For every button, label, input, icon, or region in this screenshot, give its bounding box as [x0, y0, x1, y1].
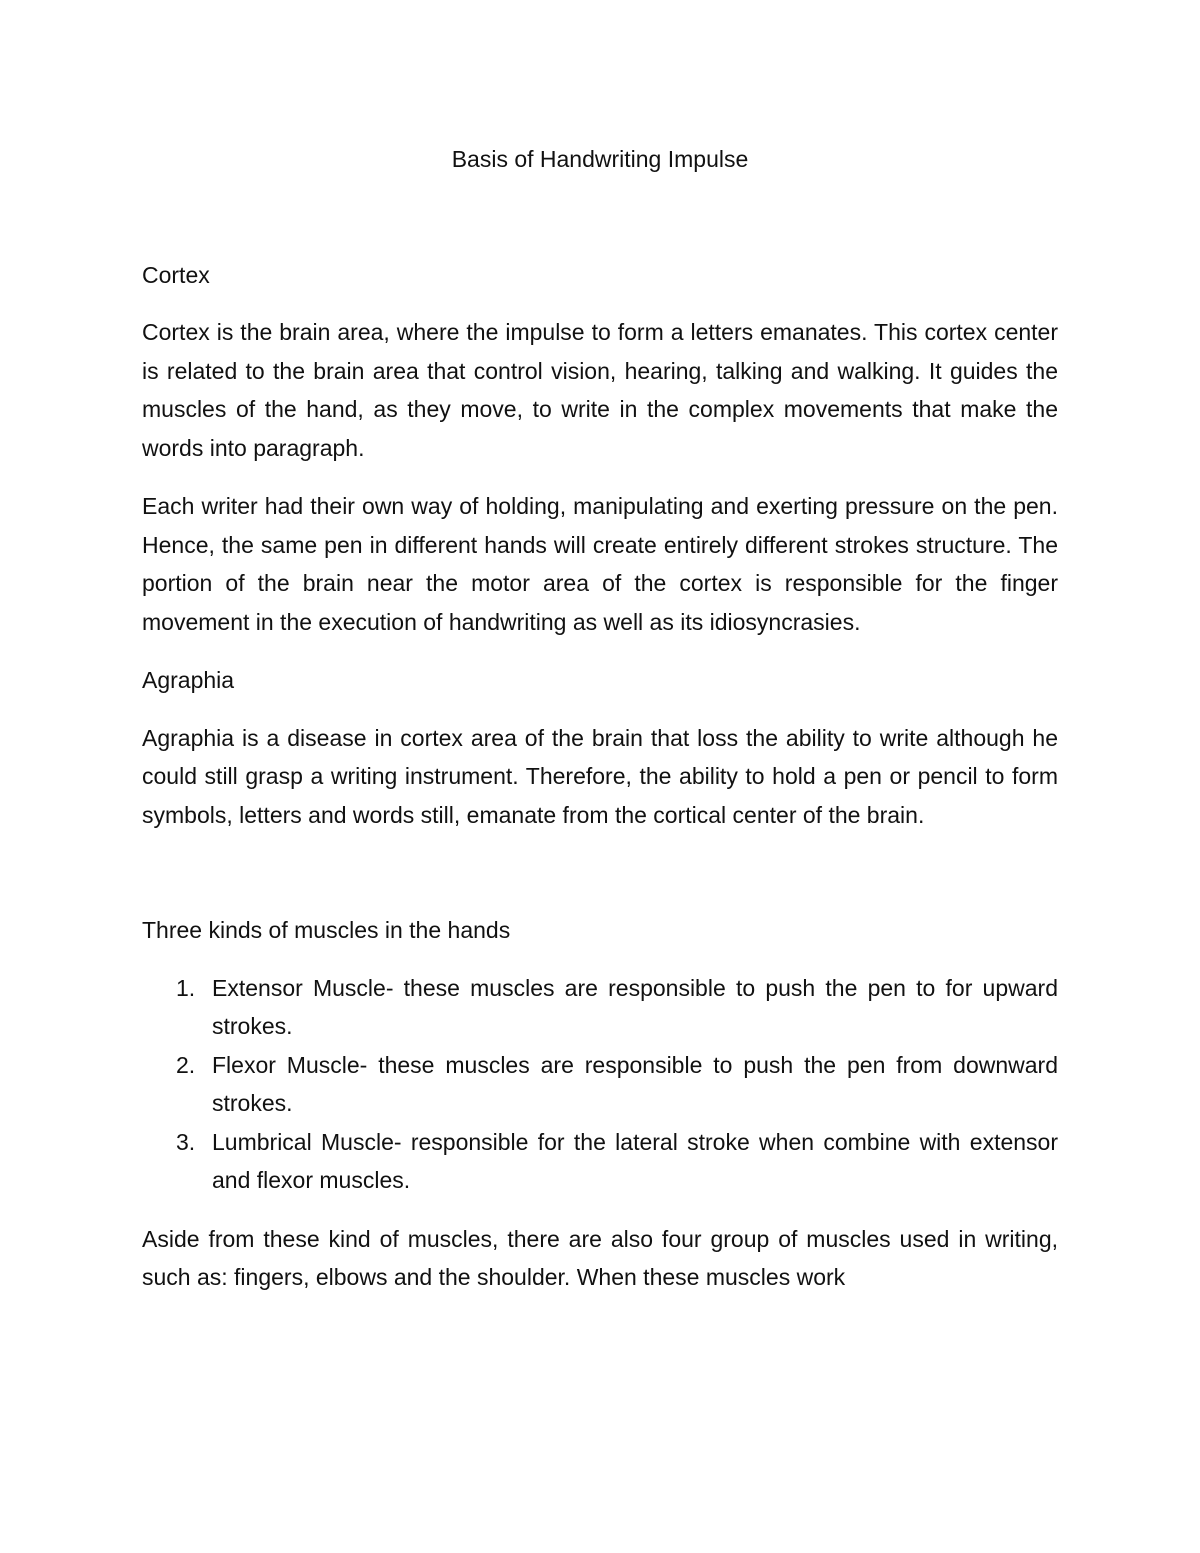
section-heading-agraphia: Agraphia — [142, 667, 235, 693]
list-item-number: 2. — [176, 1051, 196, 1078]
list-item — [142, 1046, 1058, 1123]
muscles-closing-paragraph: Aside from these kind of muscles, there are also four group of muscles used in writing, such as: fingers, elbows and the shoulder. When these muscles work — [142, 1225, 1058, 1290]
document-body — [142, 140, 1058, 1297]
list-item-text: Lumbrical Muscle- responsible for the lateral stroke when combine with extensor and flexor muscles. — [212, 1128, 1058, 1193]
agraphia-paragraph-1: Agraphia is a disease in cortex area of the brain that loss the ability to write although he could still grasp a writing instrument. Therefore, the ability to hold a pen or pencil to form symbols, letters and words still, emanate from the cortical center of the brain. — [142, 724, 1058, 828]
section-heading-cortex: Cortex — [142, 261, 210, 288]
section-heading-muscles: Three kinds of muscles in the hands — [142, 917, 511, 943]
list-item-number: 1. — [176, 974, 196, 1001]
muscle-list — [142, 969, 1058, 1200]
list-item-number: 3. — [176, 1128, 196, 1155]
list-item — [142, 1123, 1058, 1200]
list-item-text: Flexor Muscle- these muscles are responsible to push the pen from downward strokes. — [212, 1051, 1058, 1116]
cortex-paragraph-2: Each writer had their own way of holding, manipulating and exerting pressure on the pen. Hence, the same pen in different hands will create entirely different strokes structure. The portion of the brain near the motor area of the cortex is responsible for the finger movement in the execution of handwriting as well as its idiosyncrasies. — [142, 493, 1058, 635]
cortex-paragraph-1: Cortex is the brain area, where the impulse to form a letters emanates. This cortex center is related to the brain area that control vision, hearing, talking and walking. It guides the muscles of the hand, as they move, to write in the complex movements that make the words into paragraph. — [142, 319, 1058, 461]
document-title: Basis of Handwriting Impulse — [451, 146, 749, 172]
list-item-text: Extensor Muscle- these muscles are responsible to push the pen to for upward strokes. — [212, 974, 1058, 1039]
list-item — [142, 969, 1058, 1046]
